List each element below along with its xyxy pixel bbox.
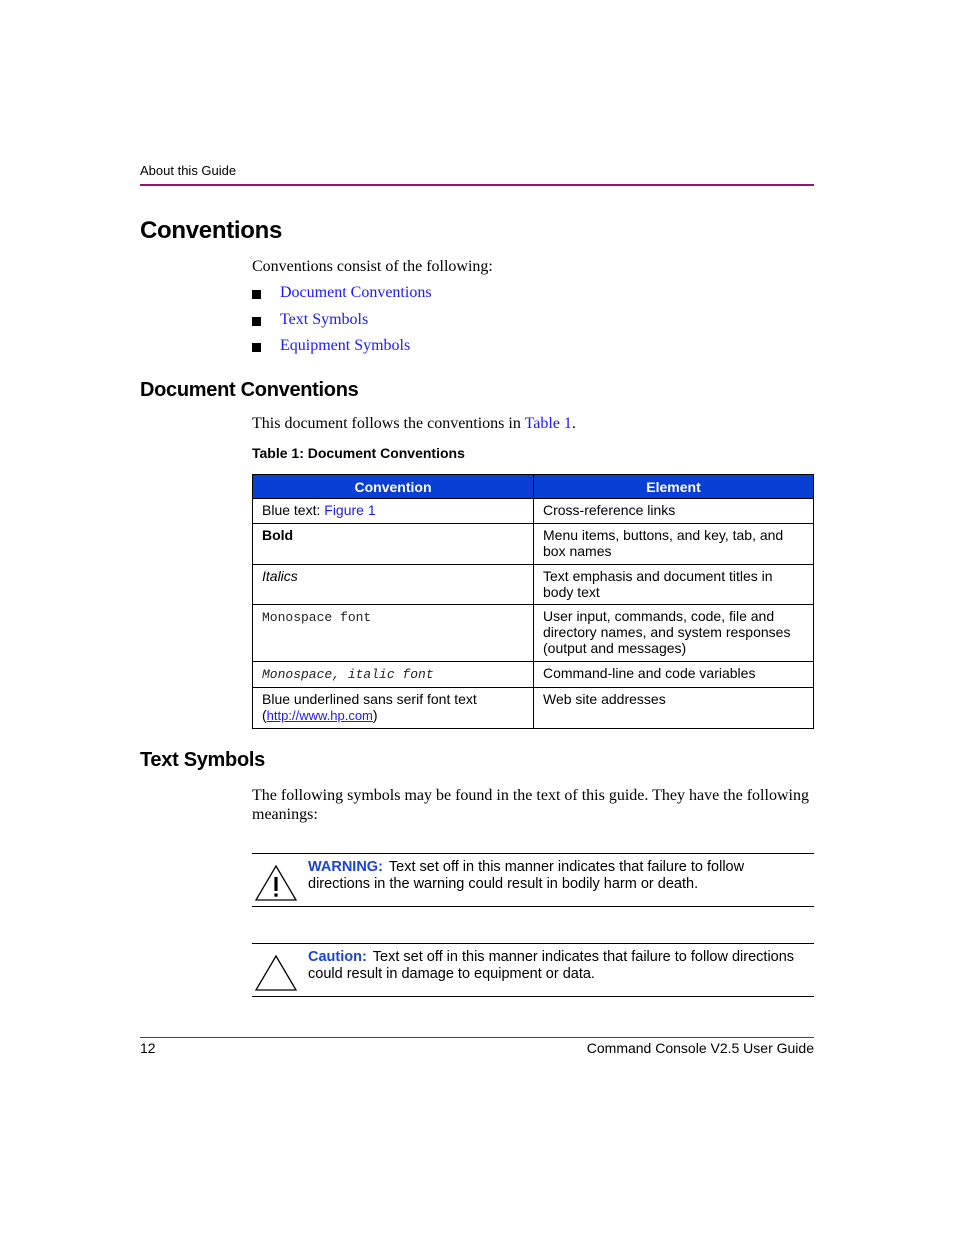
- cell-element: Command-line and code variables: [534, 662, 814, 688]
- table-row: [253, 524, 814, 565]
- page-number: 12: [140, 1040, 156, 1056]
- table-header-row: [253, 475, 814, 499]
- warning-triangle-icon: [254, 864, 298, 902]
- intro-text: This document follows the conventions in: [252, 415, 525, 432]
- section-title-text-symbols: Text Symbols: [140, 749, 265, 771]
- square-bullet-icon: [252, 317, 261, 326]
- link-hp-website[interactable]: http://www.hp.com: [266, 708, 373, 723]
- list-item: [252, 284, 432, 311]
- list-item: [252, 337, 432, 364]
- text-symbols-intro: The following symbols may be found in the text of this guide. They have the following meanings:: [252, 787, 809, 823]
- column-header-convention: Convention: [253, 475, 534, 499]
- square-bullet-icon: [252, 343, 261, 352]
- square-bullet-icon: [252, 290, 261, 299]
- cell-element: Web site addresses: [534, 688, 814, 729]
- cell-convention: Italics: [253, 565, 534, 605]
- document-title: Command Console V2.5 User Guide: [586, 1040, 814, 1056]
- table-row: [253, 605, 814, 662]
- running-header: About this Guide: [140, 163, 237, 178]
- cell-element: Text emphasis and document titles in body text: [534, 565, 814, 605]
- column-header-element: Element: [534, 475, 814, 499]
- warning-text: [308, 859, 808, 893]
- cell-element: User input, commands, code, file and directory names, and system responses (output and messages): [534, 605, 814, 662]
- cell-text-suffix: ): [372, 707, 378, 723]
- intro-suffix: .: [571, 415, 576, 432]
- cell-text: Blue text:: [262, 502, 325, 518]
- caution-triangle-icon: [254, 954, 298, 992]
- cell-convention: Monospace font: [253, 605, 534, 662]
- conventions-intro: Conventions consist of the following:: [252, 258, 493, 275]
- link-table-1[interactable]: Table 1: [524, 415, 572, 432]
- caution-label: Caution:: [308, 949, 367, 965]
- link-figure-1[interactable]: Figure 1: [324, 502, 376, 518]
- table-row: [253, 662, 814, 688]
- caution-notice: [252, 943, 814, 997]
- cell-element: Menu items, buttons, and key, tab, and box names: [534, 524, 814, 565]
- conventions-table: [252, 474, 814, 729]
- table-row: [253, 565, 814, 605]
- cell-convention: [253, 688, 534, 729]
- footer-rule: [140, 1037, 814, 1038]
- cell-convention: [253, 499, 534, 524]
- conventions-list: [252, 284, 432, 364]
- cell-convention: Bold: [253, 524, 534, 565]
- warning-notice: [252, 853, 814, 907]
- caution-body: Text set off in this manner indicates that failure to follow directions could result in damage to equipment or data.: [308, 949, 795, 982]
- warning-body: Text set off in this manner indicates that failure to follow directions in the warning could result in bodily harm or death.: [308, 859, 745, 892]
- section-title-conventions: Conventions: [140, 217, 283, 244]
- cell-element: Cross-reference links: [534, 499, 814, 524]
- caution-text: [308, 949, 808, 983]
- table-row: [253, 499, 814, 524]
- cell-convention: Monospace, italic font: [253, 662, 534, 688]
- link-text-symbols[interactable]: Text Symbols: [280, 310, 369, 328]
- table-caption: Table 1: Document Conventions: [252, 445, 465, 461]
- section-title-document-conventions: Document Conventions: [140, 379, 359, 401]
- list-item: [252, 311, 432, 338]
- header-rule: [140, 184, 814, 186]
- link-document-conventions[interactable]: Document Conventions: [280, 284, 432, 301]
- warning-label: WARNING:: [308, 859, 383, 875]
- document-conventions-intro: [252, 415, 576, 433]
- cell-text: Blue underlined sans serif font text (: [262, 691, 477, 723]
- link-equipment-symbols[interactable]: Equipment Symbols: [280, 337, 411, 354]
- table-row: [253, 688, 814, 729]
